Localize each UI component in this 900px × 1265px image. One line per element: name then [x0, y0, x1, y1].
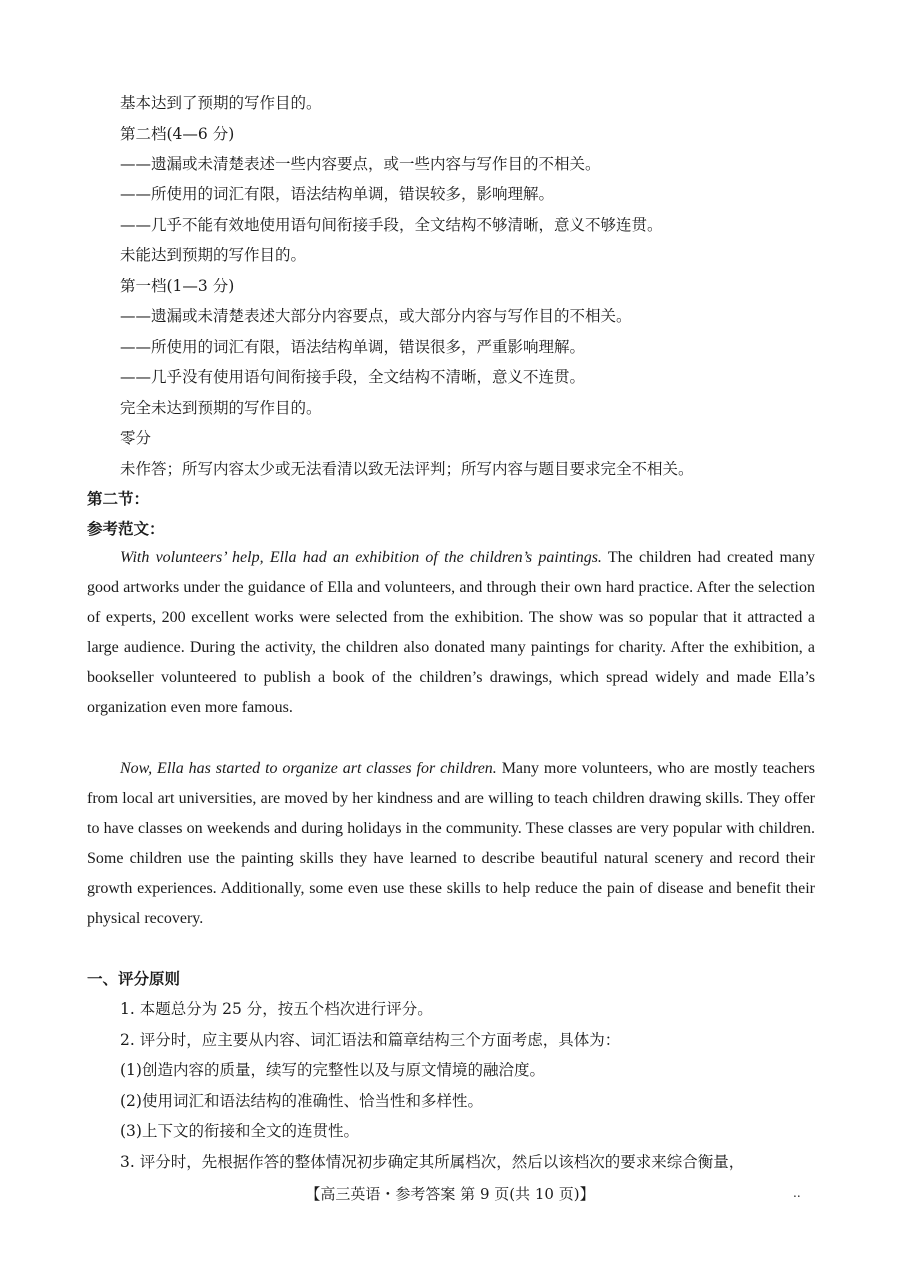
section-heading: 第二节： [87, 489, 150, 508]
sample-essay-label: 参考范文： [87, 519, 165, 538]
tier1-item: ——所使用的词汇有限，语法结构单调，错误很多，严重影响理解。 [120, 338, 586, 356]
tier1-end: 完全未达到预期的写作目的。 [120, 399, 322, 417]
essay-body: Many more volunteers, who are mostly teachers from local art universities, are moved by her kindness and are willing to teach children drawing skills. They offer to have classes on weekends and during holidays in the community. These classes are very popular with children. Some children use the painting skills they have learned to describe beautiful natural scenery and record their growth experiences. Additionally, some even use these skills to help reduce the pain of disease and benefit their physical recovery. [87, 760, 815, 927]
essay-lead-sentence: Now, Ella has started to organize art classes for children. [120, 760, 497, 777]
corner-mark: .. [793, 1186, 801, 1200]
principle-item: 3. 评分时，先根据作答的整体情况初步确定其所属档次，然后以该档次的要求来综合衡量， [120, 1153, 745, 1171]
rubric-line: 基本达到了预期的写作目的。 [120, 94, 322, 112]
tier2-item: ——所使用的词汇有限，语法结构单调，错误较多，影响理解。 [120, 185, 555, 203]
zero-title: 零分 [120, 429, 152, 447]
tier2-item: ——几乎不能有效地使用语句间衔接手段，全文结构不够清晰，意义不够连贯。 [120, 216, 663, 234]
principles-heading: 一、评分原则 [87, 969, 181, 988]
tier2-item: ——遗漏或未清楚表述一些内容要点，或一些内容与写作目的不相关。 [120, 155, 601, 173]
tier2-title: 第二档(4—6 分) [120, 125, 235, 143]
essay-lead-sentence: With volunteers’ help, Ella had an exhibition of the children’s paintings. [120, 549, 602, 566]
principle-item: (3)上下文的衔接和全文的连贯性。 [120, 1122, 359, 1140]
principle-item: (2)使用词汇和语法结构的准确性、恰当性和多样性。 [120, 1092, 483, 1110]
page-footer: 【高三英语・参考答案 第 9 页(共 10 页)】 [305, 1185, 595, 1203]
essay-paragraph-2 [87, 754, 815, 934]
principle-item: 1. 本题总分为 25 分，按五个档次进行评分。 [120, 1000, 433, 1018]
principle-item: 2. 评分时，应主要从内容、词汇语法和篇章结构三个方面考虑，具体为： [120, 1031, 621, 1049]
tier1-title: 第一档(1—3 分) [120, 277, 235, 295]
tier1-item: ——遗漏或未清楚表述大部分内容要点，或大部分内容与写作目的不相关。 [120, 307, 632, 325]
zero-desc: 未作答；所写内容太少或无法看清以致无法评判；所写内容与题目要求完全不相关。 [120, 460, 694, 478]
tier2-end: 未能达到预期的写作目的。 [120, 246, 307, 264]
principle-item: (1)创造内容的质量，续写的完整性以及与原文情境的融洽度。 [120, 1061, 545, 1079]
essay-body: The children had created many good artworks under the guidance of Ella and volunteers, and through their own hard practice. After the selection of experts, 200 excellent works were selected from the exhibition. The show was so popular that it attracted a large audience. During the activity, the children also donated many paintings for charity. After the exhibition, a bookseller volunteered to publish a book of the children’s drawings, which spread widely and made Ella’s organization even more famous. [87, 549, 815, 716]
tier1-item: ——几乎没有使用语句间衔接手段，全文结构不清晰，意义不连贯。 [120, 368, 586, 386]
essay-paragraph-1 [87, 543, 815, 723]
